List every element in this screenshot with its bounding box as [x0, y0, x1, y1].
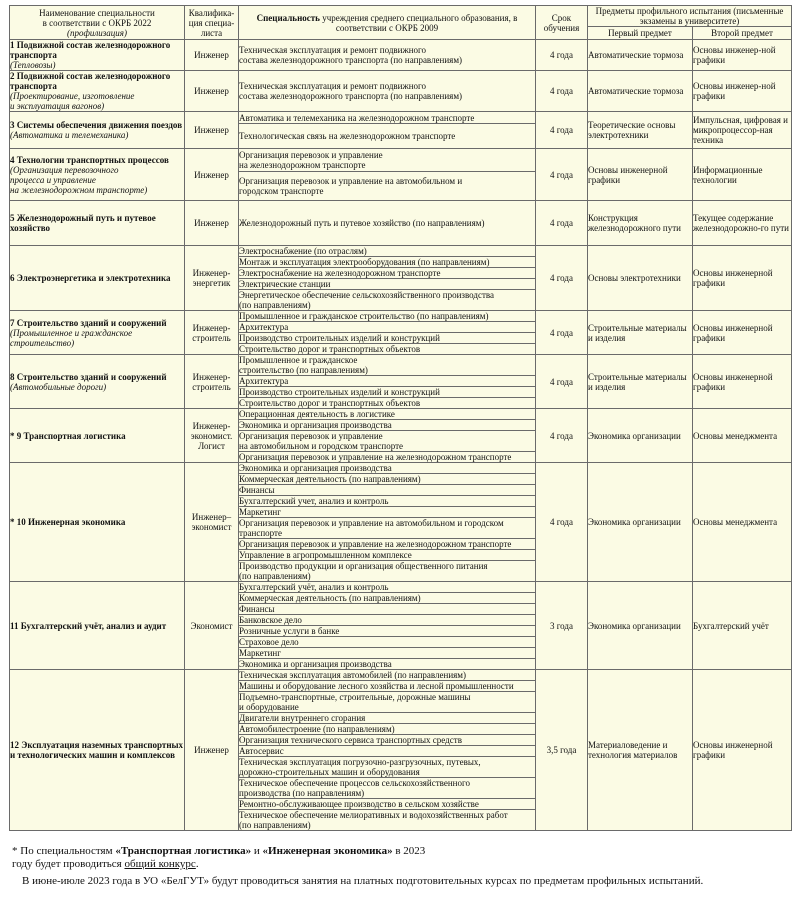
college-program-cell: Страховое дело [239, 637, 536, 648]
specialty-name-cell [10, 409, 185, 463]
table-row [10, 311, 792, 322]
qualification-cell: Инженер [185, 201, 239, 246]
study-term-cell: 4 года [536, 463, 588, 582]
college-program-cell: Техническая эксплуатация и ремонт подвижного состава железнодорожного транспорта (по направлениям) [239, 40, 536, 71]
footnote-1-engineering-economics: «Инженерная экономика» [262, 845, 393, 857]
header-specialty [10, 6, 185, 40]
college-program-cell: Подъемно-транспортные, строительные, дорожные машины и оборудование [239, 692, 536, 713]
college-program-cell: Автоматика и телемеханика на железнодорожном транспорте [239, 112, 536, 124]
header-specialty-line3: (профилизация) [66, 27, 127, 38]
college-program-cell: Производство продукции и организация общественного питания (по направлениям) [239, 561, 536, 582]
specialty-name: * 9 Транспортная логистика [10, 430, 126, 441]
specialty-name: 4 Технологии транспортных процессов [10, 154, 169, 165]
qualification-cell: Инженер-строитель [185, 355, 239, 409]
footnote-1 [12, 845, 792, 858]
college-program-cell: Бухгалтерский учёт, анализ и контроль [239, 582, 536, 593]
table-row [10, 246, 792, 257]
study-term-cell: 4 года [536, 112, 588, 149]
footnote-1-text-e: в 2023 [392, 845, 426, 857]
college-program-cell: Электроснабжение на железнодорожном транспорте [239, 268, 536, 279]
second-subject-cell: Информационные технологии [693, 149, 792, 201]
header-specialty-line1: Наименование специальности [39, 7, 155, 18]
college-program-cell: Производство строительных изделий и конструкций [239, 387, 536, 398]
college-program-cell: Электрические станции [239, 279, 536, 290]
second-subject-cell: Основы инженерной графики [693, 355, 792, 409]
first-subject-cell: Основы электротехники [588, 246, 693, 311]
table-row [10, 670, 792, 681]
specialty-name-cell [10, 201, 185, 246]
study-term-cell: 4 года [536, 311, 588, 355]
college-program-cell: Техническая эксплуатация автомобилей (по направлениям) [239, 670, 536, 681]
table-row [10, 409, 792, 420]
specialty-profile: (Автомобильные дороги) [10, 381, 107, 392]
college-program-cell: Финансы [239, 604, 536, 615]
specialty-name: 1 Подвижной состав железнодорожного транспорта [10, 40, 171, 60]
second-subject-cell: Основы менеджмента [693, 463, 792, 582]
college-program-cell: Банковское дело [239, 615, 536, 626]
first-subject-cell: Строительные материалы и изделия [588, 355, 693, 409]
table-row [10, 40, 792, 71]
footnote-2-text-a: году будет проводиться [12, 858, 125, 870]
college-program-cell: Организация перевозок и управление на железнодорожном транспорте [239, 452, 536, 463]
specialty-name: 5 Железнодорожный путь и путевое хозяйство [10, 213, 156, 233]
college-program-cell: Техническая эксплуатация и ремонт подвижного состава железнодорожного транспорта (по направлениям) [239, 71, 536, 112]
table-row [10, 149, 792, 172]
footnote-1-text-a: * По специальностям [12, 845, 116, 857]
college-program-cell: Архитектура [239, 322, 536, 333]
college-program-cell: Промышленное и гражданское строительство (по направлениям) [239, 355, 536, 376]
second-subject-cell: Бухгалтерский учёт [693, 582, 792, 670]
college-program-cell: Промышленное и гражданское строительство (по направлениям) [239, 311, 536, 322]
footnote-2-general-contest: общий конкурс [124, 858, 196, 870]
second-subject-cell: Текущее содержание железнодорожно-го пути [693, 201, 792, 246]
college-program-cell: Энергетическое обеспечение сельскохозяйственного производства (по направлениям) [239, 290, 536, 311]
qualification-cell: Инженер [185, 40, 239, 71]
second-subject-cell: Основы инженерной графики [693, 311, 792, 355]
specialty-name: 6 Электроэнергетика и электротехника [10, 273, 171, 283]
college-program-cell: Машины и оборудование лесного хозяйства и лесной промышленности [239, 681, 536, 692]
college-program-cell: Финансы [239, 485, 536, 496]
second-subject-cell: Основы инженерной графики [693, 670, 792, 831]
specialty-profile: (Организация перевозочного процесса и управление на железнодорожном транспорте) [10, 164, 148, 195]
header-term: Срок обучения [536, 6, 588, 40]
study-term-cell: 4 года [536, 149, 588, 201]
footnote-2 [12, 858, 792, 871]
specialty-name: 2 Подвижной состав железнодорожного транспорта [10, 71, 171, 91]
study-term-cell: 4 года [536, 409, 588, 463]
first-subject-cell: Конструкция железнодорожного пути [588, 201, 693, 246]
college-program-cell: Организация технического сервиса транспортных средств [239, 735, 536, 746]
study-term-cell: 3 года [536, 582, 588, 670]
college-program-cell: Экономика и организация производства [239, 463, 536, 474]
first-subject-cell: Экономика организации [588, 582, 693, 670]
college-program-cell: Двигатели внутреннего сгорания [239, 713, 536, 724]
college-program-cell: Бухгалтерский учет, анализ и контроль [239, 496, 536, 507]
specialty-name-cell [10, 246, 185, 311]
college-program-cell: Экономика и организация производства [239, 420, 536, 431]
first-subject-cell: Автоматические тормоза [588, 40, 693, 71]
second-subject-cell: Импульсная, цифровая и микропроцессор-ная техника [693, 112, 792, 149]
college-program-cell: Производство строительных изделий и конструкций [239, 333, 536, 344]
college-program-cell: Технологическая связь на железнодорожном транспорте [239, 124, 536, 149]
specialty-profile: (Тепловозы) [10, 60, 56, 70]
table-row [10, 112, 792, 124]
qualification-cell: Инженер–экономист [185, 463, 239, 582]
first-subject-cell: Основы инженерной графики [588, 149, 693, 201]
study-term-cell: 3,5 года [536, 670, 588, 831]
college-program-cell: Розничные услуги в банке [239, 626, 536, 637]
specialty-name-cell [10, 463, 185, 582]
first-subject-cell: Автоматические тормоза [588, 71, 693, 112]
specialty-name: 11 Бухгалтерский учёт, анализ и аудит [10, 620, 167, 631]
college-program-cell: Экономика и организация производства [239, 659, 536, 670]
college-program-cell: Техническая эксплуатация погрузочно-разгрузочных, путевых, дорожно-строительных машин и оборудования [239, 757, 536, 778]
specialty-name-cell [10, 112, 185, 149]
college-program-cell: Ремонтно-обслуживающее производство в сельском хозяйстве [239, 799, 536, 810]
specialty-name-cell [10, 40, 185, 71]
footnote-2-text-c: . [195, 858, 199, 870]
college-program-cell: Техническое обеспечение мелиоративных и водохозяйственных работ (по направлениям) [239, 810, 536, 831]
specialty-name-cell [10, 311, 185, 355]
qualification-cell: Инженер-энергетик [185, 246, 239, 311]
specialty-name-cell [10, 670, 185, 831]
qualification-cell: Инженер-экономист. Логист [185, 409, 239, 463]
college-program-cell: Архитектура [239, 376, 536, 387]
second-subject-cell: Основы менеджмента [693, 409, 792, 463]
specialty-profile: (Проектирование, изготовление и эксплуатация вагонов) [10, 91, 135, 111]
college-program-cell: Маркетинг [239, 507, 536, 518]
specialties-table [9, 5, 792, 831]
college-program-cell: Автомобилестроение (по направлениям) [239, 724, 536, 735]
specialty-name: * 10 Инженерная экономика [10, 517, 126, 527]
header-specialty-line2: в соответствии с ОКРБ 2022 [42, 17, 152, 28]
first-subject-cell: Строительные материалы и изделия [588, 311, 693, 355]
footnote-1-transport-logistics: «Транспортная логистика» [115, 845, 252, 857]
first-subject-cell: Экономика организации [588, 409, 693, 463]
college-program-cell: Строительство дорог и транспортных объектов [239, 344, 536, 355]
study-term-cell: 4 года [536, 201, 588, 246]
college-program-cell: Операционная деятельность в логистике [239, 409, 536, 420]
first-subject-cell: Материаловедение и технология материалов [588, 670, 693, 831]
study-term-cell: 4 года [536, 71, 588, 112]
college-program-cell: Автосервис [239, 746, 536, 757]
second-subject-cell: Основы инженер-ной графики [693, 40, 792, 71]
specialty-profile: (Промышленное и гражданское строительство) [10, 327, 133, 348]
footnote-1-text-c: и [251, 845, 263, 857]
college-program-cell: Организация перевозок и управление на железнодорожном транспорте [239, 149, 536, 172]
college-program-cell: Коммерческая деятельность (по направлениям) [239, 593, 536, 604]
specialty-name-cell [10, 71, 185, 112]
qualification-cell: Инженер [185, 670, 239, 831]
specialty-name-cell [10, 149, 185, 201]
header-college-specialty-bold: Специальность [256, 12, 320, 23]
footnotes [12, 845, 792, 888]
header-second-subject: Второй предмет [693, 27, 792, 40]
qualification-cell: Инженер [185, 149, 239, 201]
header-college-specialty [239, 6, 536, 40]
table-row [10, 463, 792, 474]
qualification-cell: Инженер [185, 112, 239, 149]
college-program-cell: Организация перевозок и управление на автомобильном и городском транспорте [239, 172, 536, 201]
header-subjects: Предметы профильного испытания (письменные экзамены в университете) [588, 6, 792, 27]
specialty-name-cell [10, 582, 185, 670]
study-term-cell: 4 года [536, 246, 588, 311]
specialty-name: 3 Системы обеспечения движения поездов [10, 120, 183, 130]
first-subject-cell: Экономика организации [588, 463, 693, 582]
college-program-cell: Монтаж и эксплуатация электрооборудования (по направлениям) [239, 257, 536, 268]
college-program-cell: Управление в агропромышленном комплексе [239, 550, 536, 561]
qualification-cell: Экономист [185, 582, 239, 670]
specialty-name: 7 Строительство зданий и сооружений [10, 317, 167, 328]
college-program-cell: Маркетинг [239, 648, 536, 659]
college-program-cell: Коммерческая деятельность (по направлениям) [239, 474, 536, 485]
qualification-cell: Инженер-строитель [185, 311, 239, 355]
admission-table-sheet [9, 5, 791, 837]
table-row [10, 355, 792, 376]
qualification-cell: Инженер [185, 71, 239, 112]
header-first-subject: Первый предмет [588, 27, 693, 40]
study-term-cell: 4 года [536, 355, 588, 409]
footnote-3: В июне-июле 2023 года в УО «БелГУТ» будут проводиться занятия на платных подготовительных курсах по предметам профильных испытаний. [22, 875, 704, 887]
table-row [10, 201, 792, 246]
specialty-profile: (Автоматика и телемеханика) [10, 130, 129, 140]
college-program-cell: Строительство дорог и транспортных объектов [239, 398, 536, 409]
header-qualification: Квалифика-ция специа-листа [185, 6, 239, 40]
college-program-cell: Электроснабжение (по отраслям) [239, 246, 536, 257]
college-program-cell: Организация перевозок и управление на автомобильном и городском транспорте [239, 518, 536, 539]
second-subject-cell: Основы инженер-ной графики [693, 71, 792, 112]
table-row [10, 71, 792, 112]
college-program-cell: Организация перевозок и управление на автомобильном и городском транспорте [239, 431, 536, 452]
specialty-name: 8 Строительство зданий и сооружений [10, 371, 167, 382]
specialty-name: 12 Эксплуатация наземных транспортных и технологических машин и комплексов [10, 740, 184, 760]
college-program-cell: Железнодорожный путь и путевое хозяйство (по направлениям) [239, 201, 536, 246]
study-term-cell: 4 года [536, 40, 588, 71]
specialty-name-cell [10, 355, 185, 409]
first-subject-cell: Теоретические основы электротехники [588, 112, 693, 149]
second-subject-cell: Основы инженерной графики [693, 246, 792, 311]
header-college-specialty-rest: учреждения среднего специального образования, в соответствии с ОКРБ 2009 [319, 12, 518, 33]
college-program-cell: Техническое обеспечение процессов сельскохозяйственного производства (по направлениям) [239, 778, 536, 799]
college-program-cell: Организация перевозок и управление на железнодорожном транспорте [239, 539, 536, 550]
table-row [10, 582, 792, 593]
